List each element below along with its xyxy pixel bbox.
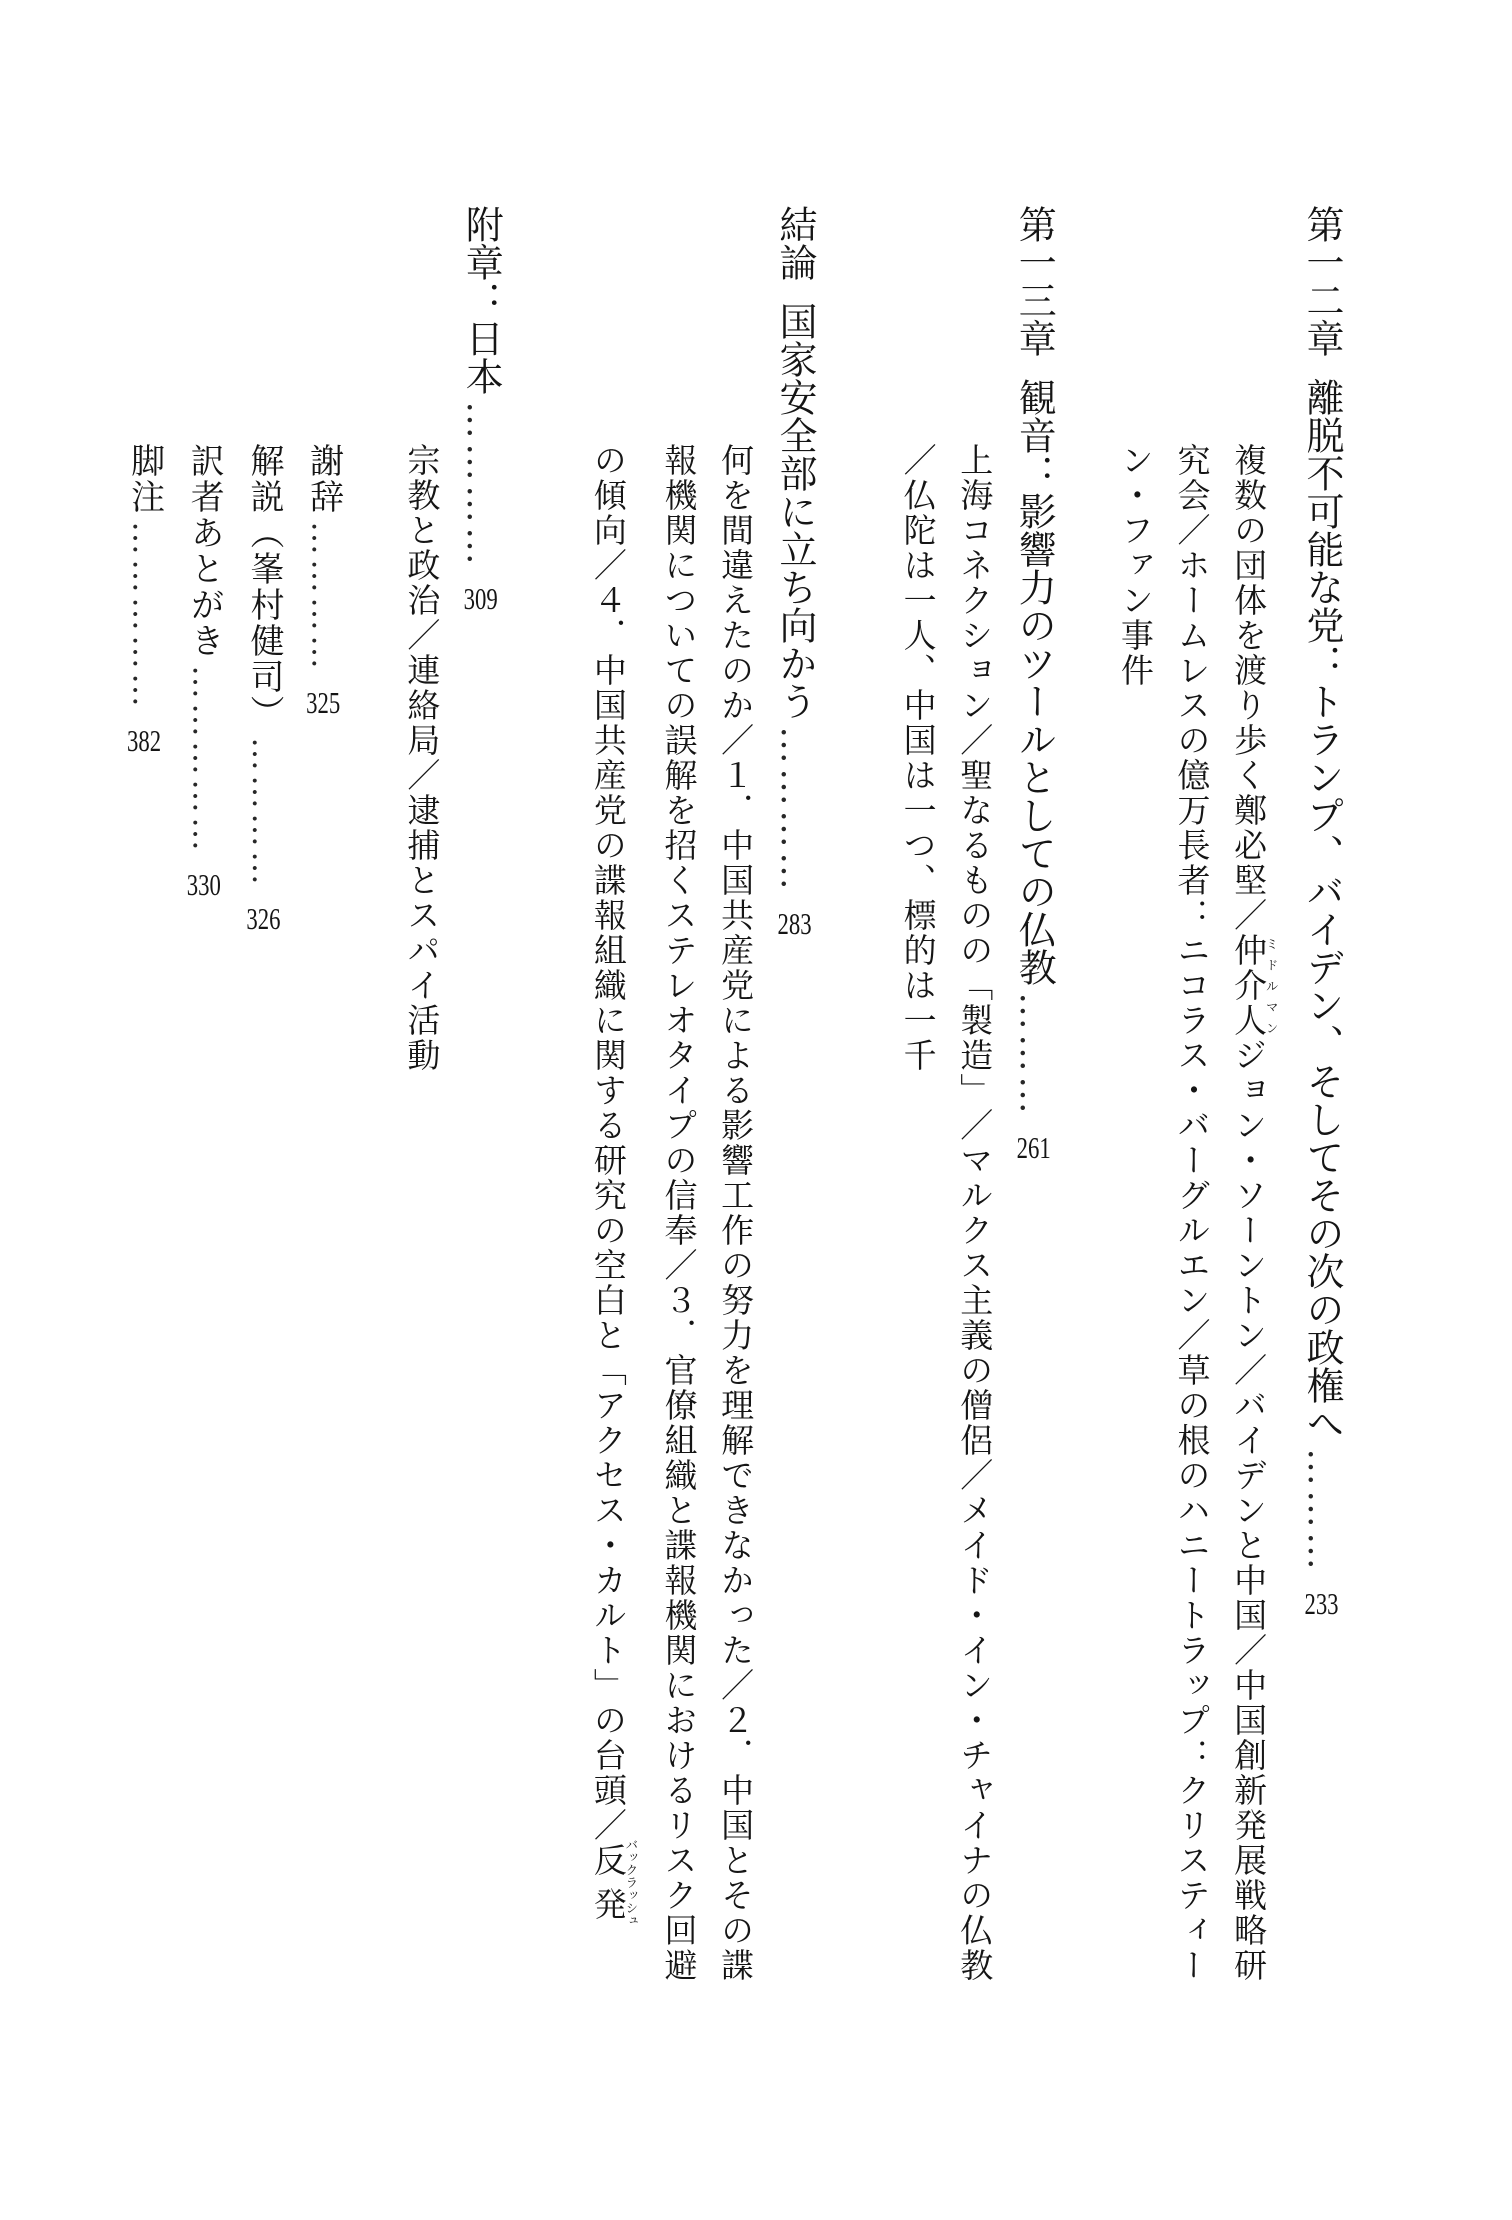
topic-text: 宗教と政治／連絡局／逮捕とスパイ活動 — [402, 443, 439, 1073]
chapter-13-title: 観音：影響力のツールとしての仏教 — [1012, 377, 1055, 986]
conclusion-label: 結論 — [773, 205, 816, 281]
topic-text: ジョン・ソーントン／バイデンと中国／中国創新発展戦略研 — [1229, 1038, 1266, 1983]
ruby-text: ミドルマン — [1264, 933, 1279, 1038]
topic-text: ン・ファン事件 — [1115, 443, 1152, 688]
toc-entry-translator-afterword — [186, 205, 222, 2180]
chapter-13-topics-line-2 — [899, 205, 934, 2180]
page-number-325: 325 — [306, 687, 341, 718]
leader-dots: ………… — [304, 521, 342, 673]
appendix-title: 附章：日本 — [459, 205, 502, 395]
topic-text: 何を間違えたのか／１．中国共産党による影響工作の努力を理解できなかった／２．中国とその諜 — [716, 443, 753, 1983]
page-number-233: 233 — [1304, 1587, 1339, 1619]
toc-entry-commentary — [245, 205, 281, 2180]
page-number-382: 382 — [127, 725, 162, 756]
leader-dots: …………… — [185, 665, 223, 855]
ruby-base: 仲介人 — [1229, 933, 1266, 1038]
backmatter-title: 解説（峯村健司） — [244, 443, 282, 731]
chapter-12-title: 離脱不可能な党：トランプ、バイデン、そしてその次の政権へ — [1300, 377, 1342, 1442]
chapter-12-topics-line-3 — [1116, 205, 1151, 2180]
backmatter-title: 謝辞 — [304, 443, 342, 515]
toc-entry-chapter-13 — [1012, 205, 1055, 2180]
toc-entry-appendix-japan — [459, 205, 502, 2180]
chapter-13-topics-line-1 — [956, 205, 991, 2180]
toc-entry-footnotes — [126, 205, 162, 2180]
chapter-12-label: 第一二章 — [1300, 205, 1342, 357]
topic-text: ／仏陀は一人、中国は一つ、標的は一千 — [898, 443, 935, 1073]
toc-entry-chapter-12 — [1300, 205, 1340, 2180]
appendix-topics-line-1 — [403, 205, 438, 2180]
conclusion-topics-line-1 — [716, 205, 751, 2180]
toc-entry-acknowledgements — [305, 205, 341, 2180]
topic-text: 究会／ホームレスの億万長者：ニコラス・バーグルエン／草の根のハニートラップ：クリスティー — [1172, 443, 1209, 1983]
topic-text: 上海コネクション／聖なるものの「製造」／マルクス主義の僧侶／メイド・イン・チャイナの仏教 — [955, 443, 992, 1983]
page-number-261: 261 — [1016, 1131, 1051, 1163]
leader-dots: ……… — [1300, 1447, 1342, 1574]
page-number-309: 309 — [463, 583, 498, 614]
ruby-text: バックラッシュ — [623, 1838, 638, 1927]
leader-dots: ……… — [1012, 991, 1055, 1118]
topic-text: 報機関についての誤解を招くステレオタイプの信奉／３．官僚組織と諜報機関におけるリスク回避 — [659, 443, 696, 1983]
page-number-283: 283 — [777, 907, 812, 939]
backmatter-title: 訳者あとがき — [185, 443, 223, 659]
furigana-backlash — [588, 1838, 638, 1927]
leader-dots: ………… — [244, 737, 282, 889]
backmatter-title: 脚注 — [125, 443, 163, 515]
ruby-base: 反発 — [588, 1838, 625, 1927]
conclusion-topics-line-2 — [660, 205, 695, 2180]
page-number-326: 326 — [246, 903, 281, 934]
furigana-middleman — [1229, 933, 1279, 1038]
leader-dots: …………… — [125, 521, 163, 711]
topic-text: の傾向／４．中国共産党の諜報組織に関する研究の空白と「アクセス・カルト」の台頭／ — [588, 443, 625, 1843]
chapter-12-topics-line-2 — [1173, 205, 1208, 2180]
table-of-contents — [126, 205, 1340, 2180]
toc-entry-conclusion — [773, 205, 816, 2180]
chapter-12-topics-line-1 — [1229, 205, 1278, 2180]
leader-dots: ………… — [459, 401, 502, 569]
page-number-330: 330 — [186, 869, 221, 900]
leader-dots: ………… — [773, 725, 816, 894]
conclusion-title: 国家安全部に立ち向かう — [773, 301, 816, 720]
topic-text: 複数の団体を渡り歩く鄭必堅／ — [1229, 443, 1266, 933]
chapter-13-label: 第一三章 — [1012, 205, 1055, 357]
conclusion-topics-line-3 — [589, 205, 638, 2180]
